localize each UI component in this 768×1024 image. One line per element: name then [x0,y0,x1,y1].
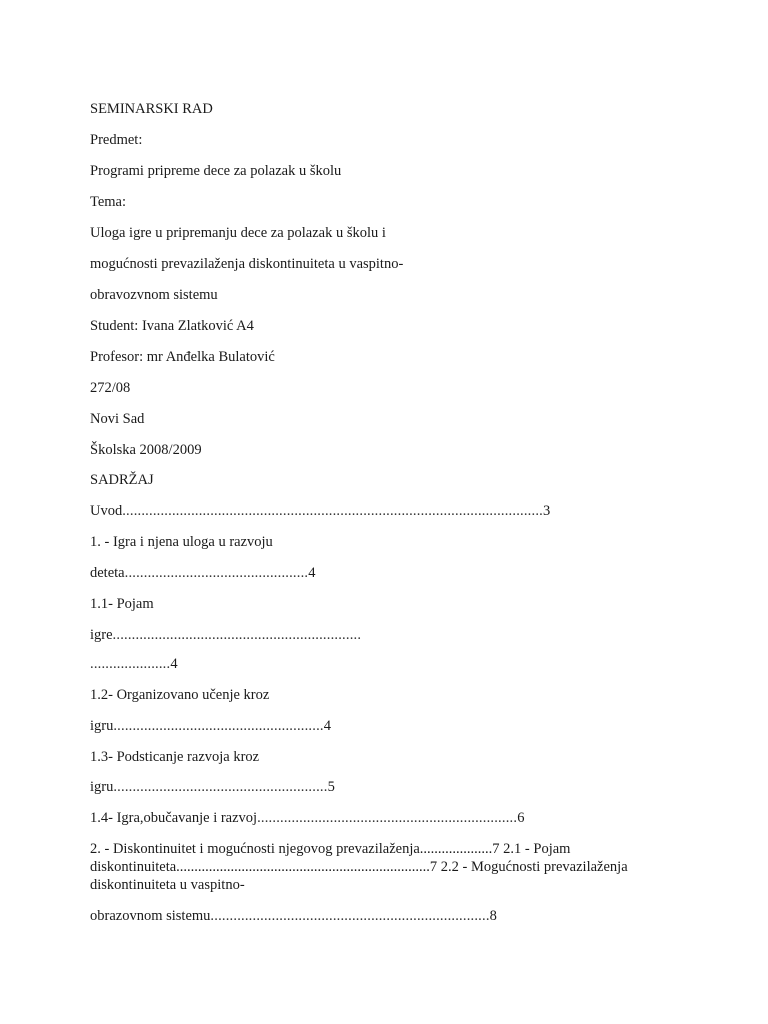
toc-entry-text: igre [90,627,113,643]
toc-entry-section-1-3 [90,778,335,796]
toc-entry-chapter-1 [90,564,315,582]
tema-line-2: mogućnosti prevazilaženja diskontinuiteta u vaspitno- [90,256,404,272]
toc-section-1-3-title: 1.3- Podsticanje razvoja kroz [90,749,260,765]
predmet-text: Programi pripreme dece za polazak u školu [90,163,342,179]
toc-entry-text: igru [90,718,114,734]
toc-section-1-2-title: 1.2- Organizovano učenje kroz [90,687,270,703]
toc-page-number: 4 [308,565,316,581]
toc-entry-text: deteta [90,565,125,581]
toc-leader: .................................................................... [257,810,518,826]
toc-entry-text: Uvod [90,503,123,519]
document-title: SEMINARSKI RAD [90,101,213,117]
profesor-line: Profesor: mr Anđelka Bulatović [90,349,275,365]
toc-page-number: 5 [327,779,335,795]
toc-entry-section-2-2 [90,907,497,925]
toc-chapter-2-block: 2. - Diskontinuitet i mogućnosti njegovog prevazilaženja....................7 2.1 - Pojam diskontinuiteta......................................................................7 2.2 - Mogućnosti prevazilaženja diskontinuiteta u vaspitno- [90,841,628,893]
predmet-label: Predmet: [90,132,143,148]
toc-entry-text: obrazovnom sistemu [90,908,211,924]
toc-chapter-1-title: 1. - Igra i njena uloga u razvoju [90,534,273,550]
tema-line-1: Uloga igre u pripremanju dece za polazak u školu i [90,225,386,241]
toc-leader: ....................................................... [113,718,324,734]
toc-page-number: 4 [323,718,331,734]
toc-entry-text: 1.4- Igra,obučavanje i razvoj [90,810,258,826]
toc-entry-section-1-2 [90,717,331,735]
toc-page-number: 8 [489,908,497,924]
toc-page-number: 3 [542,503,551,519]
toc-leader: ..................... [90,656,171,672]
tema-line-3: obravozvnom sistemu [90,287,218,303]
school-year: Školska 2008/2009 [90,442,202,458]
toc-leader: ................................................ [124,565,309,581]
toc-leader: ......................................................................... [210,908,490,924]
toc-entry-section-1-1-continued [90,655,178,673]
student-line: Student: Ivana Zlatković A4 [90,318,254,334]
tema-label: Tema: [90,194,127,210]
toc-leader: ........................................................ [113,779,328,795]
toc-entry-section-1-1 [90,626,361,644]
toc-leader: ................................................................. [112,627,362,643]
toc-page-number: 6 [517,810,525,826]
city-line: Novi Sad [90,411,145,427]
toc-entry-text: igru [90,779,114,795]
toc-page-number: 4 [170,656,178,672]
index-number: 272/08 [90,380,131,396]
toc-section-1-1-title: 1.1- Pojam [90,596,154,612]
toc-title: SADRŽAJ [90,472,154,488]
toc-entry-uvod [90,502,550,520]
toc-entry-section-1-4 [90,809,524,827]
toc-leader: .............................................................................................................. [122,503,543,519]
